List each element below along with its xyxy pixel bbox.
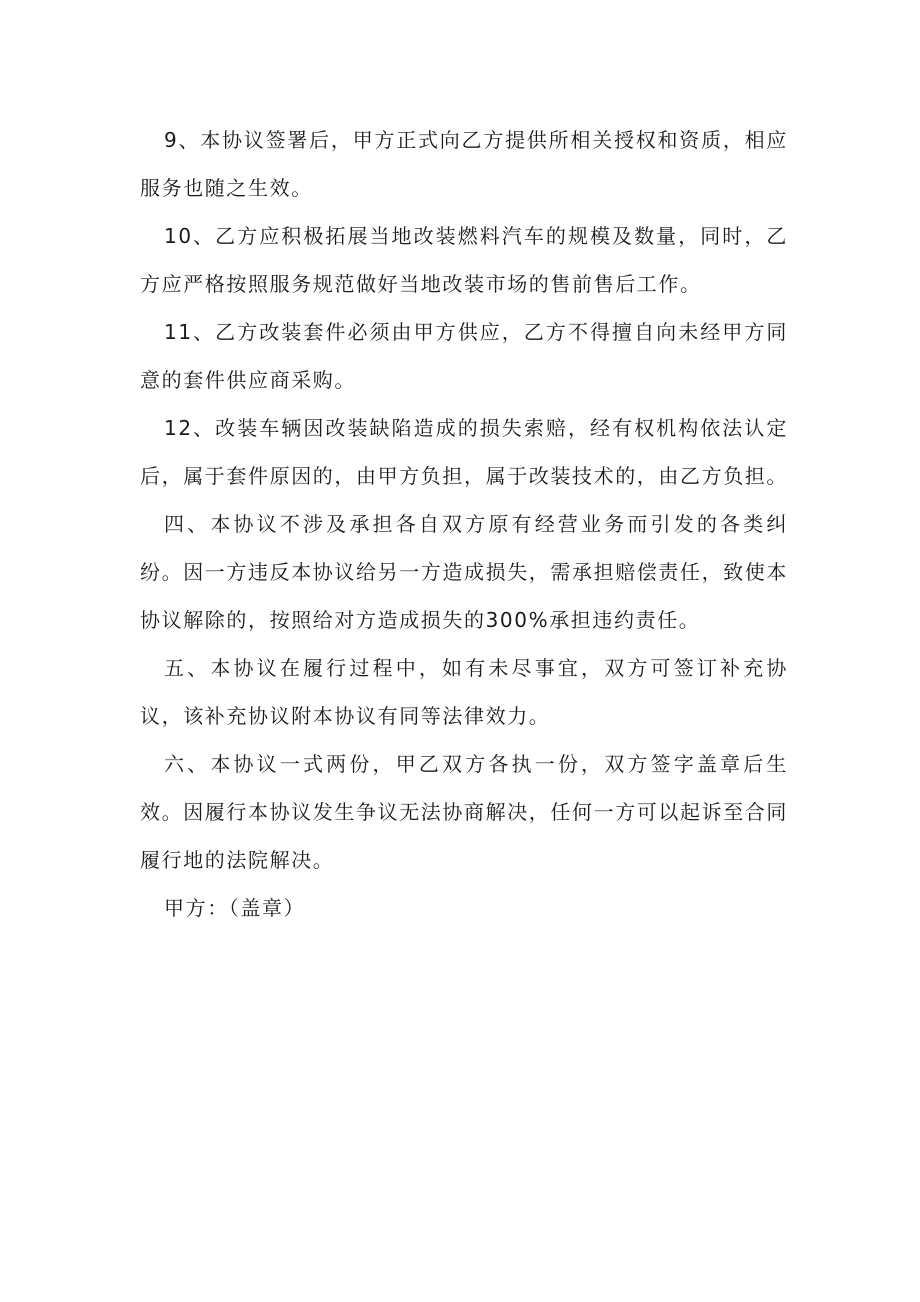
clause-11: 11、乙方改装套件必须由甲方供应，乙方不得擅自向未经甲方同意的套件供应商采购。: [140, 320, 788, 392]
section-four: 四、本协议不涉及承担各自双方原有经营业务而引发的各类纠纷。因一方违反本协议给另一方造成损失，需承担赔偿责任，致使本协议解除的，按照给对方造成损失的300%承担违约责任。: [140, 512, 788, 632]
clause-10: 10、乙方应积极拓展当地改装燃料汽车的规模及数量，同时，乙方应严格按照服务规范做好当地改装市场的售前售后工作。: [140, 224, 788, 296]
clause-12: 12、改装车辆因改装缺陷造成的损失索赔，经有权机构依法认定后，属于套件原因的，由甲方负担，属于改装技术的，由乙方负担。: [140, 416, 788, 488]
clause-9: 9、本协议签署后，甲方正式向乙方提供所相关授权和资质，相应服务也随之生效。: [140, 128, 788, 200]
section-six: 六、本协议一式两份，甲乙双方各执一份，双方签字盖章后生效。因履行本协议发生争议无法协商解决，任何一方可以起诉至合同履行地的法院解决。: [140, 752, 788, 872]
section-five: 五、本协议在履行过程中，如有未尽事宜，双方可签订补充协议，该补充协议附本协议有同等法律效力。: [140, 656, 788, 728]
party-a-signature-line: 甲方：（盖章）: [164, 896, 306, 920]
document-body: [140, 116, 788, 932]
